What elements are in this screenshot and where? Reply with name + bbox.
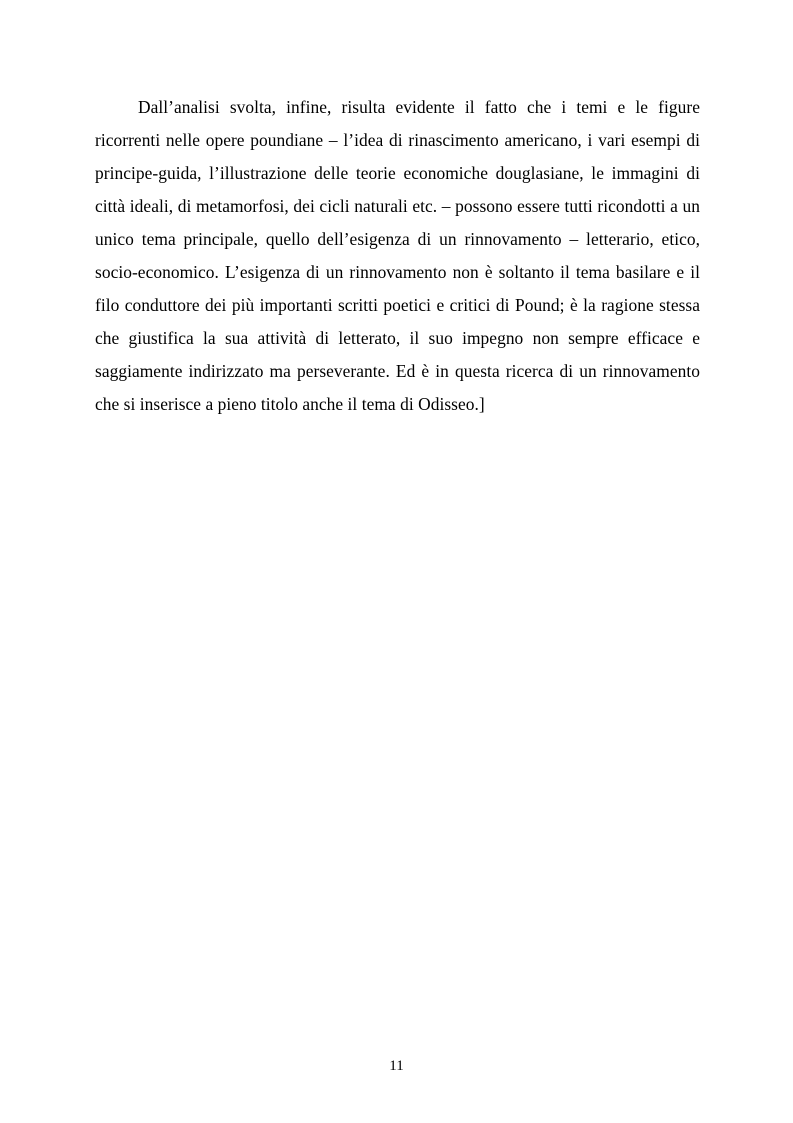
body-paragraph: Dall’analisi svolta, infine, risulta evidente il fatto che i temi e le figure ricorrenti nelle opere poundiane – l’idea di rinascimento americano, i vari esempi di principe-guida, l’illustrazione delle teorie economiche douglasiane, le immagini di città ideali, di metamorfosi, dei cicli naturali etc. – possono essere tutti ricondotti a un unico tema principale, quello dell’esigenza di un rinnovamento – letterario, etico, socio-economico. L’esigenza di un rinnovamento non è soltanto il tema basilare e il filo conduttore dei più importanti scritti poetici e critici di Pound; è la ragione stessa che giustifica la sua attività di letterato, il suo impegno non sempre efficace e saggiamente indirizzato ma perseverante. Ed è in questa ricerca di un rinnovamento che si inserisce a pieno titolo anche il tema di Odisseo.]: [95, 97, 700, 414]
page-number: 11: [389, 1058, 404, 1074]
